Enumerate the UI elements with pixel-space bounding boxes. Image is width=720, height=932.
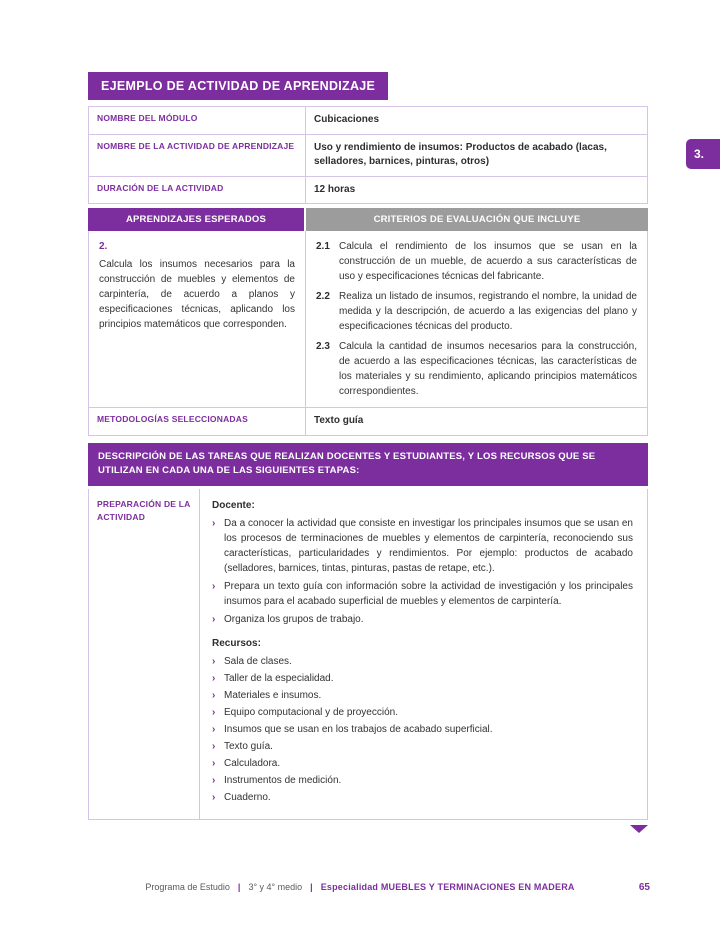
list-item-text: Instrumentos de medición.: [224, 774, 342, 786]
bullet-icon: ›: [212, 517, 216, 529]
row-value-metodologias: Texto guía: [305, 408, 647, 435]
list-item: [212, 773, 633, 788]
list-item: [212, 705, 633, 720]
row-value-modulo: Cubicaciones: [305, 107, 647, 134]
criterio-number: 2.2: [316, 291, 330, 302]
footer-program: Programa de Estudio: [145, 882, 230, 892]
header-aprendizajes: APRENDIZAJES ESPERADOS: [88, 208, 304, 231]
list-item: [212, 516, 633, 576]
aprendizaje-text: Calcula los insumos necesarios para la construcción de muebles y elementos de carpintería, de acuerdo a planos y especificaciones técnicas, aplicando los principios matemáticos que corresponden.: [99, 259, 295, 330]
bullet-icon: ›: [212, 672, 216, 684]
aprendizaje-number: 2.: [99, 241, 108, 252]
page-title: EJEMPLO DE ACTIVIDAD DE APRENDIZAJE: [88, 72, 388, 100]
list-item: [212, 671, 633, 686]
bullet-icon: ›: [212, 580, 216, 592]
list-item: [212, 579, 633, 609]
list-item-text: Materiales e insumos.: [224, 689, 322, 701]
page-content: [88, 72, 648, 833]
criterio-item: [316, 239, 637, 284]
row-value-actividad: Uso y rendimiento de insumos: Productos de acabado (lacas, selladores, barnices, pinturas, otros): [305, 135, 647, 176]
row-value-duracion: 12 horas: [305, 177, 647, 204]
bullet-icon: ›: [212, 723, 216, 735]
list-item-text: Taller de la especialidad.: [224, 672, 334, 684]
list-item-text: Da a conocer la actividad que consiste en investigar los principales insumos que se usan en los procesos de terminaciones de muebles y elementos de carpintería, reconociendo sus características, particularidades y rendimientos. Por ejemplo: productos de acabado (selladores, barnices, tintas, pinturas, pastas de retape, etc.).: [224, 517, 633, 574]
footer-specialty: Especialidad MUEBLES Y TERMINACIONES EN MADERA: [320, 882, 575, 892]
preparacion-section: [88, 489, 648, 820]
aprendizaje-esperado-cell: [89, 231, 305, 407]
bullet-icon: ›: [212, 791, 216, 803]
list-item: [212, 790, 633, 805]
list-item-text: Cuaderno.: [224, 791, 271, 803]
list-item: [212, 654, 633, 669]
criterio-text: Calcula la cantidad de insumos necesarios para la construcción, de acuerdo a las especificaciones técnicas, las características de los materiales y su rendimiento, aplicando principios matemáticos correspondientes.: [339, 341, 637, 397]
description-banner: DESCRIPCIÓN DE LAS TAREAS QUE REALIZAN DOCENTES Y ESTUDIANTES, Y LOS RECURSOS QUE SE UTILIZAN EN CADA UNA DE LAS SIGUIENTES ETAPAS:: [88, 443, 648, 486]
criterio-text: Realiza un listado de insumos, registrando el nombre, la unidad de medida y la descripción, de acuerdo a las exigencias del plano y especificaciones técnicas del producto.: [339, 291, 637, 332]
criterio-item: [316, 289, 637, 334]
bullet-icon: ›: [212, 689, 216, 701]
list-item-text: Calculadora.: [224, 757, 281, 769]
header-criterios: CRITERIOS DE EVALUACIÓN QUE INCLUYE: [306, 208, 648, 231]
criterios-cell: [305, 231, 647, 407]
table-row: [89, 176, 647, 204]
list-item-text: Texto guía.: [224, 740, 273, 752]
preparacion-content: [199, 489, 647, 819]
metodologias-row: [88, 408, 648, 436]
bullet-icon: ›: [212, 757, 216, 769]
list-item-text: Sala de clases.: [224, 655, 292, 667]
list-item-text: Insumos que se usan en los trabajos de acabado superficial.: [224, 723, 493, 735]
table-row: [89, 107, 647, 134]
bullet-icon: ›: [212, 774, 216, 786]
criterio-number: 2.1: [316, 241, 330, 252]
criterio-number: 2.3: [316, 341, 330, 352]
list-item-text: Equipo computacional y de proyección.: [224, 706, 398, 718]
row-label-actividad: NOMBRE DE LA ACTIVIDAD DE APRENDIZAJE: [97, 140, 295, 151]
docente-title: Docente:: [212, 499, 255, 511]
table-row: [89, 134, 647, 176]
activity-info-table: [88, 106, 648, 204]
footer-separator: |: [237, 882, 241, 892]
table-column-headers: [88, 208, 648, 231]
list-item: [212, 722, 633, 737]
footer-separator: |: [310, 882, 313, 892]
recursos-title: Recursos:: [212, 637, 261, 649]
row-label-modulo: NOMBRE DEL MÓDULO: [97, 113, 198, 123]
bullet-icon: ›: [212, 706, 216, 718]
list-item-text: Prepara un texto guía con información sobre la actividad de investigación y los principales insumos para el acabado superficial de muebles y elementos de carpintería.: [224, 580, 633, 607]
list-item: [212, 612, 633, 627]
preparacion-label: PREPARACIÓN DE LA ACTIVIDAD: [97, 498, 191, 522]
list-item: [212, 688, 633, 703]
row-label-duracion: DURACIÓN DE LA ACTIVIDAD: [97, 182, 224, 193]
page-number: 65: [638, 882, 650, 893]
continuation-arrow-icon: [630, 825, 648, 833]
page-footer: [0, 882, 720, 892]
criterio-text: Calcula el rendimiento de los insumos que se usan en la construcción de un mueble, de acuerdo a sus características de uso y especificaciones técnicas del fabricante.: [339, 241, 637, 282]
aprendizajes-criterios-row: [88, 231, 648, 408]
chapter-tab-label: 3.: [694, 147, 705, 161]
list-item: [212, 739, 633, 754]
footer-grade: 3° y 4° medio: [248, 882, 303, 892]
bullet-icon: ›: [212, 740, 216, 752]
chapter-tab: [686, 139, 720, 169]
bullet-icon: ›: [212, 655, 216, 667]
arrow-row: [88, 825, 648, 833]
list-item-text: Organiza los grupos de trabajo.: [224, 613, 364, 625]
row-label-metodologias: METODOLOGÍAS SELECCIONADAS: [97, 414, 248, 424]
bullet-icon: ›: [212, 613, 216, 625]
criterio-item: [316, 339, 637, 399]
list-item: [212, 756, 633, 771]
